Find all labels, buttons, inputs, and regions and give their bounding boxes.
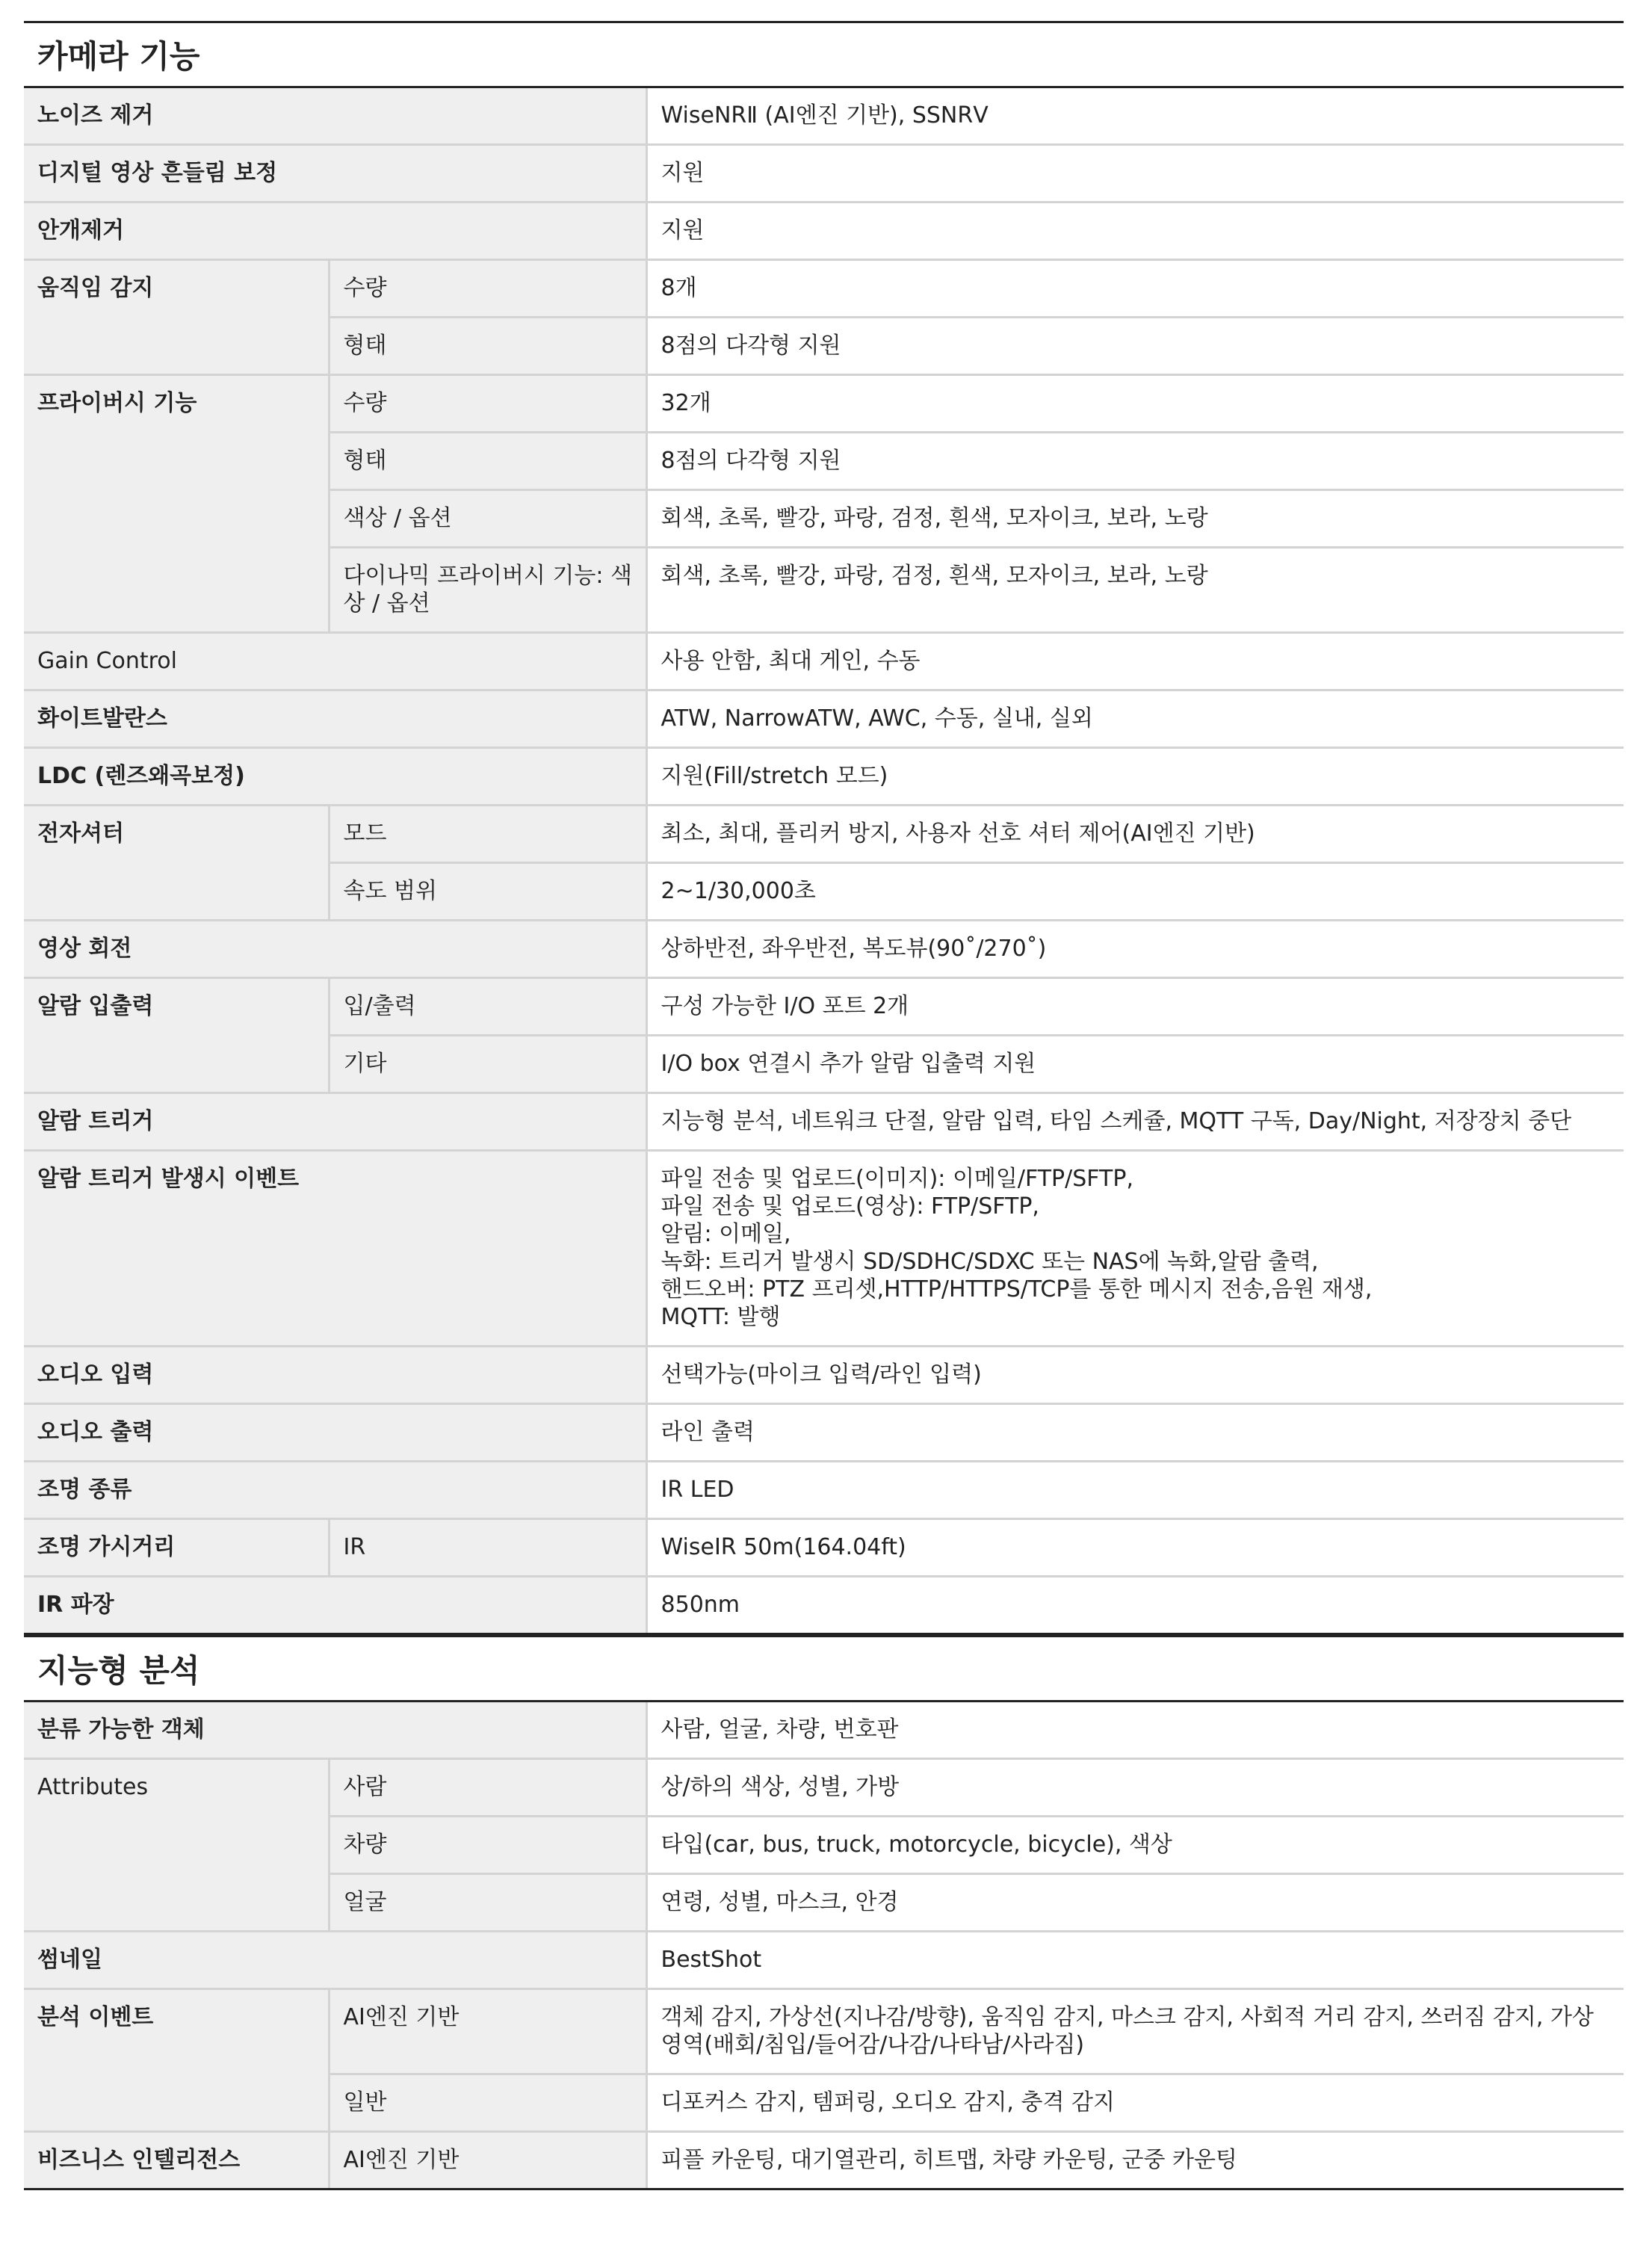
spec-sublabel: 형태: [329, 433, 646, 490]
spec-value: 8점의 다각형 지원: [646, 318, 1624, 375]
spec-sublabel: IR: [329, 1519, 646, 1577]
table-row: [24, 1577, 1624, 1634]
spec-label: Gain Control: [24, 633, 646, 690]
table-row: [24, 375, 1624, 433]
spec-label: Attributes: [24, 1759, 329, 1932]
table-row: [24, 748, 1624, 806]
table-row: [24, 921, 1624, 978]
spec-value: BestShot: [646, 1932, 1624, 1989]
spec-value: 회색, 초록, 빨강, 파랑, 검정, 흰색, 모자이크, 보라, 노랑: [646, 548, 1624, 633]
spec-value: 구성 가능한 I/O 포트 2개: [646, 978, 1624, 1036]
spec-sublabel: 수량: [329, 375, 646, 433]
spec-label: 안개제거: [24, 203, 646, 260]
table-row: [24, 690, 1624, 748]
table-row: [24, 2132, 1624, 2189]
spec-label: 썸네일: [24, 1932, 646, 1989]
table-row: [24, 1702, 1624, 1759]
spec-sublabel: AI엔진 기반: [329, 1989, 646, 2074]
spec-label: 디지털 영상 흔들림 보정: [24, 145, 646, 203]
spec-value: 지원: [646, 203, 1624, 260]
spec-value: IR LED: [646, 1462, 1624, 1519]
spec-table: [24, 88, 1624, 1635]
spec-value: 8개: [646, 260, 1624, 318]
table-row: [24, 1932, 1624, 1989]
spec-label: 분석 이벤트: [24, 1989, 329, 2132]
spec-label: IR 파장: [24, 1577, 646, 1634]
table-row: [24, 1151, 1624, 1347]
spec-value: 사람, 얼굴, 차량, 번호판: [646, 1702, 1624, 1759]
spec-value: 파일 전송 및 업로드(이미지): 이메일/FTP/SFTP, 파일 전송 및 업로드(영상): FTP/SFTP, 알림: 이메일, 녹화: 트리거 발생시 SD/SDHC/SDXC 또는 NAS에 녹화,알람 출력, 핸드오버: PTZ 프리셋,HTTP/HTTPS/TCP를 통한 메시지 전송,음원 재생, MQTT: 발행: [646, 1151, 1624, 1347]
table-row: [24, 806, 1624, 863]
spec-label: 노이즈 제거: [24, 88, 646, 145]
spec-sublabel: AI엔진 기반: [329, 2132, 646, 2189]
spec-value: 객체 감지, 가상선(지나감/방향), 움직임 감지, 마스크 감지, 사회적 거리 감지, 쓰러짐 감지, 가상영역(배회/침입/들어감/나감/나타남/사라짐): [646, 1989, 1624, 2074]
table-row: [24, 1462, 1624, 1519]
table-row: [24, 1519, 1624, 1577]
spec-value: 상/하의 색상, 성별, 가방: [646, 1759, 1624, 1817]
spec-sublabel: 다이나믹 프라이버시 기능: 색상 / 옵션: [329, 548, 646, 633]
table-row: [24, 1347, 1624, 1404]
spec-sublabel: 얼굴: [329, 1874, 646, 1932]
spec-label: 오디오 출력: [24, 1404, 646, 1462]
table-row: [24, 1989, 1624, 2074]
spec-value: 타입(car, bus, truck, motorcycle, bicycle), 색상: [646, 1817, 1624, 1874]
spec-label: 오디오 입력: [24, 1347, 646, 1404]
spec-sublabel: 수량: [329, 260, 646, 318]
spec-value: 라인 출력: [646, 1404, 1624, 1462]
spec-label: 알람 입출력: [24, 978, 329, 1093]
spec-label: 알람 트리거 발생시 이벤트: [24, 1151, 646, 1347]
spec-table: [24, 1702, 1624, 2190]
table-row: [24, 1759, 1624, 1817]
spec-value: 850nm: [646, 1577, 1624, 1634]
spec-sublabel: 형태: [329, 318, 646, 375]
table-row: [24, 978, 1624, 1036]
spec-label: 조명 가시거리: [24, 1519, 329, 1577]
section-title: 지능형 분석: [24, 1635, 1624, 1702]
spec-value: 최소, 최대, 플리커 방지, 사용자 선호 셔터 제어(AI엔진 기반): [646, 806, 1624, 863]
spec-label: 움직임 감지: [24, 260, 329, 375]
spec-value: 피플 카운팅, 대기열관리, 히트맵, 차량 카운팅, 군중 카운팅: [646, 2132, 1624, 2189]
table-row: [24, 145, 1624, 203]
spec-label: 전자셔터: [24, 806, 329, 921]
spec-value: 8점의 다각형 지원: [646, 433, 1624, 490]
spec-value: 연령, 성별, 마스크, 안경: [646, 1874, 1624, 1932]
spec-value: 사용 안함, 최대 게인, 수동: [646, 633, 1624, 690]
spec-sheet: [24, 21, 1624, 2190]
section-title: 카메라 기능: [24, 21, 1624, 88]
spec-value: ATW, NarrowATW, AWC, 수동, 실내, 실외: [646, 690, 1624, 748]
spec-label: 비즈니스 인텔리전스: [24, 2132, 329, 2189]
spec-label: 영상 회전: [24, 921, 646, 978]
spec-label: 알람 트리거: [24, 1093, 646, 1151]
spec-sublabel: 차량: [329, 1817, 646, 1874]
spec-value: 지능형 분석, 네트워크 단절, 알람 입력, 타임 스케쥴, MQTT 구독, Day/Night, 저장장치 중단: [646, 1093, 1624, 1151]
spec-value: WiseIR 50m(164.04ft): [646, 1519, 1624, 1577]
spec-label: LDC (렌즈왜곡보정): [24, 748, 646, 806]
spec-sublabel: 속도 범위: [329, 863, 646, 921]
spec-sublabel: 일반: [329, 2074, 646, 2132]
spec-value: 지원(Fill/stretch 모드): [646, 748, 1624, 806]
spec-sublabel: 사람: [329, 1759, 646, 1817]
table-row: [24, 1093, 1624, 1151]
spec-value: 선택가능(마이크 입력/라인 입력): [646, 1347, 1624, 1404]
spec-sublabel: 기타: [329, 1036, 646, 1093]
table-row: [24, 88, 1624, 145]
spec-label: 분류 가능한 객체: [24, 1702, 646, 1759]
spec-value: I/O box 연결시 추가 알람 입출력 지원: [646, 1036, 1624, 1093]
spec-value: 지원: [646, 145, 1624, 203]
spec-value: 32개: [646, 375, 1624, 433]
spec-value: WiseNRⅡ (AI엔진 기반), SSNRⅤ: [646, 88, 1624, 145]
spec-label: 프라이버시 기능: [24, 375, 329, 633]
table-row: [24, 1404, 1624, 1462]
spec-sublabel: 색상 / 옵션: [329, 490, 646, 548]
spec-value: 2~1/30,000초: [646, 863, 1624, 921]
spec-label: 조명 종류: [24, 1462, 646, 1519]
spec-value: 디포커스 감지, 템퍼링, 오디오 감지, 충격 감지: [646, 2074, 1624, 2132]
spec-sublabel: 모드: [329, 806, 646, 863]
spec-value: 회색, 초록, 빨강, 파랑, 검정, 흰색, 모자이크, 보라, 노랑: [646, 490, 1624, 548]
spec-sublabel: 입/출력: [329, 978, 646, 1036]
spec-value: 상하반전, 좌우반전, 복도뷰(90˚/270˚): [646, 921, 1624, 978]
table-row: [24, 203, 1624, 260]
table-row: [24, 260, 1624, 318]
table-row: [24, 633, 1624, 690]
spec-label: 화이트발란스: [24, 690, 646, 748]
